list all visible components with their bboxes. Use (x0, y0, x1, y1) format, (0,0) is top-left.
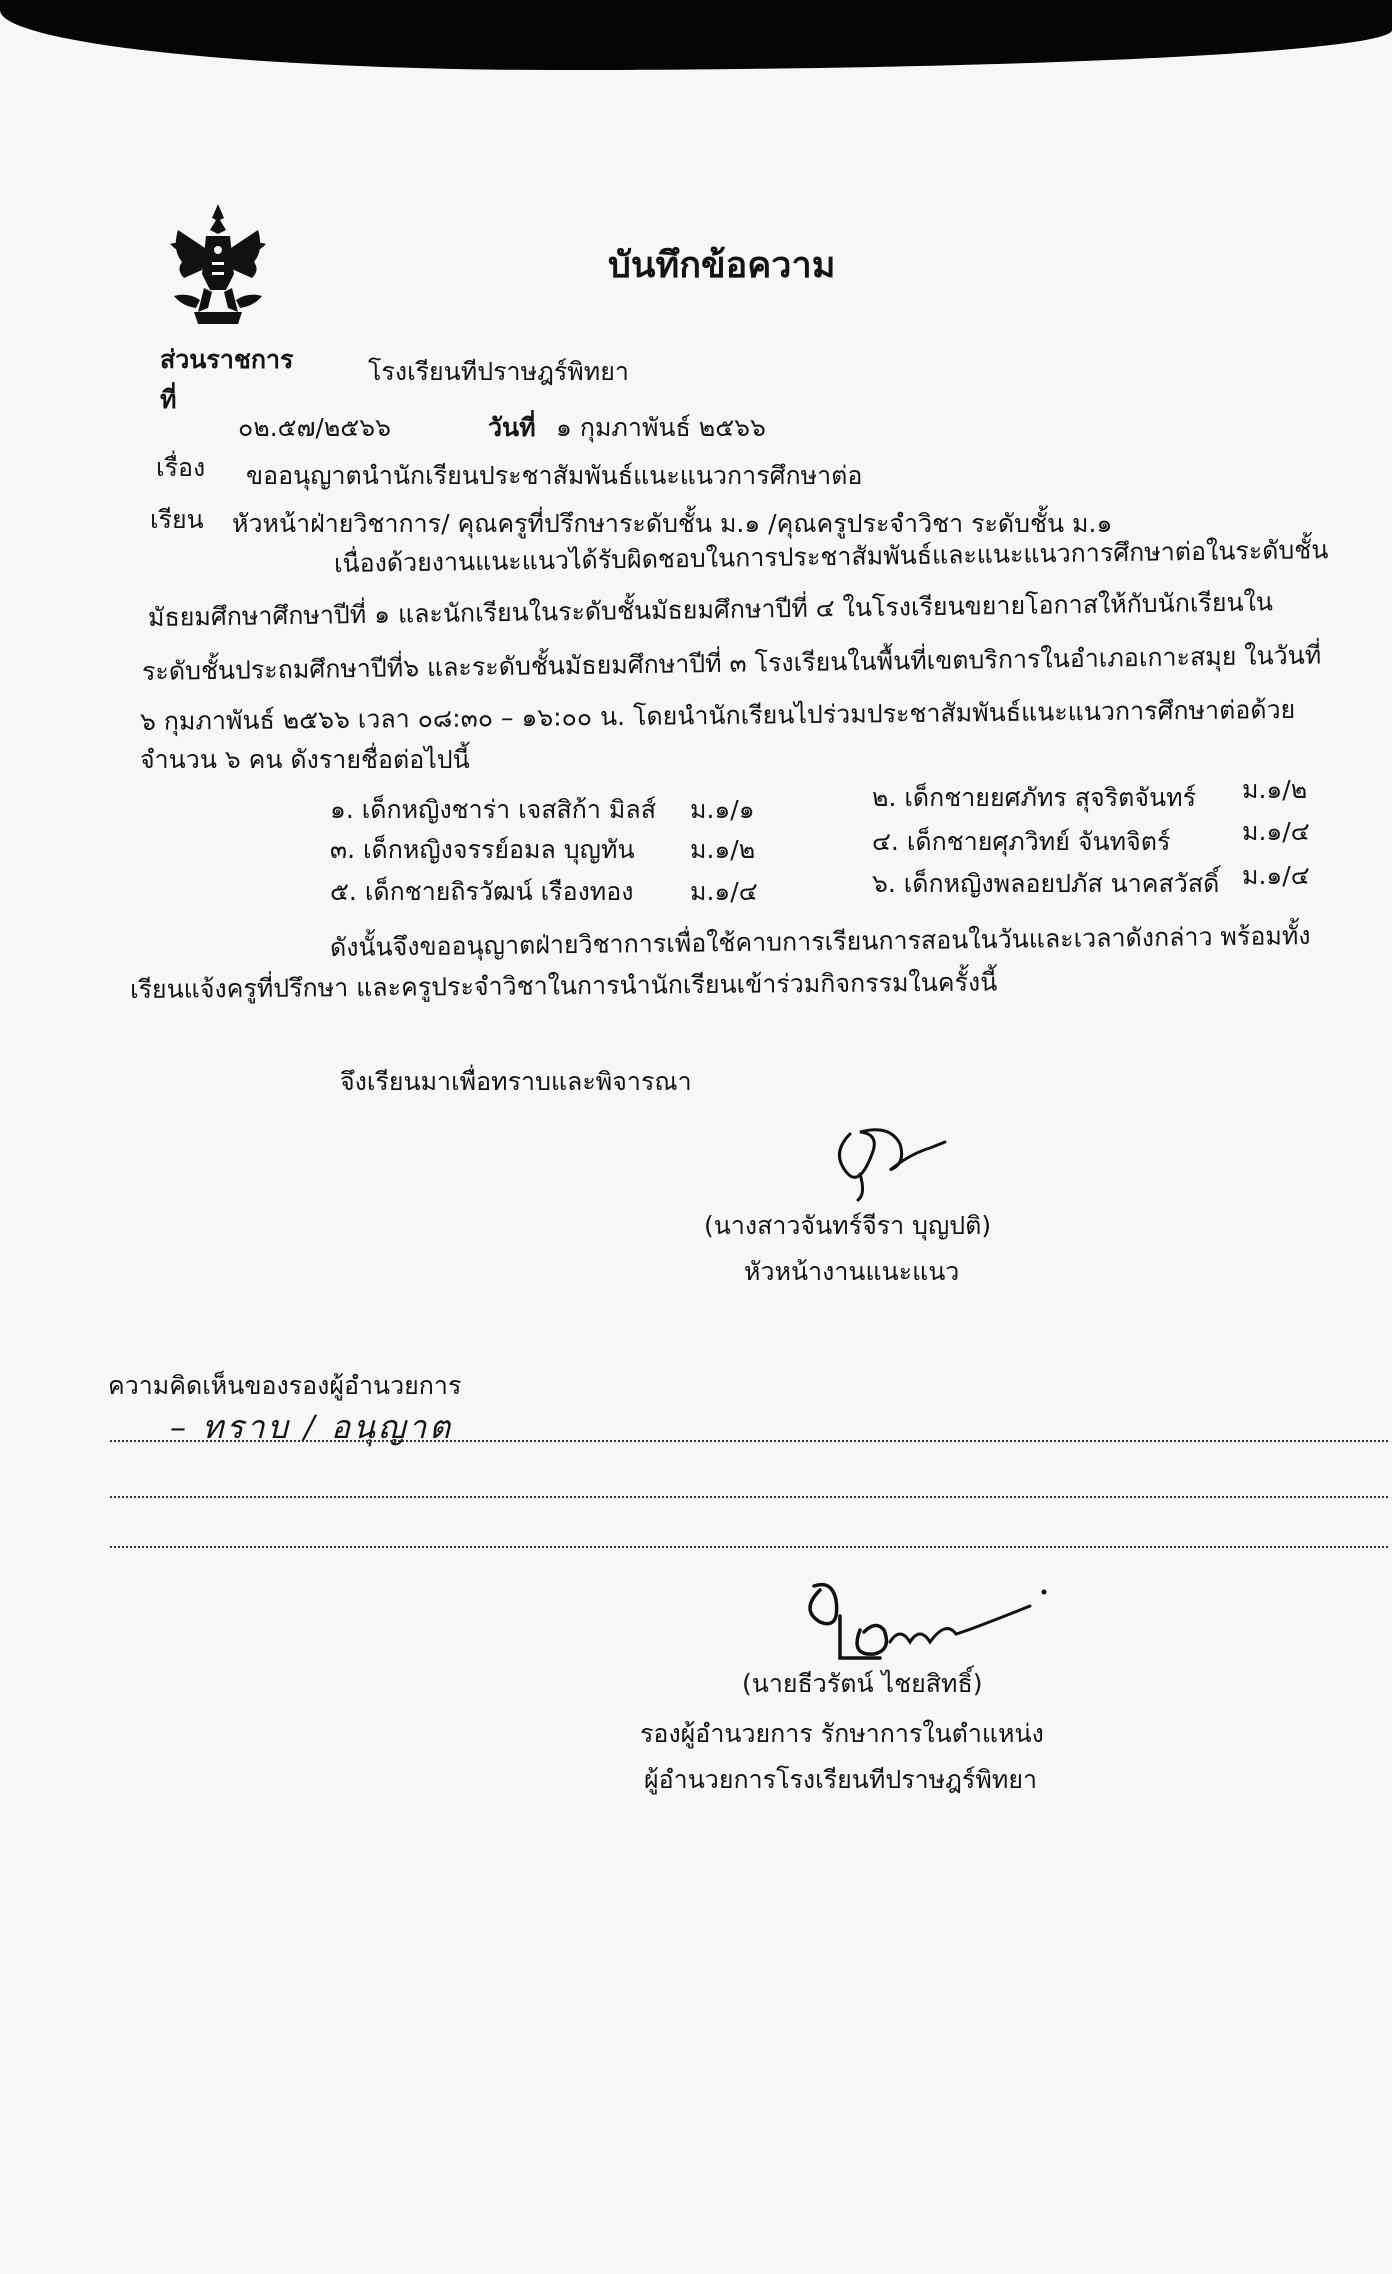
signer-2-position-line-1: รองผู้อำนวยการ รักษาการในตำแหน่ง (640, 1719, 1044, 1748)
student-4-class: ม.๑/๔ (1242, 817, 1310, 846)
student-1-name: ๑. เด็กหญิงชาร่า เจสสิก้า มิลส์ (330, 795, 656, 824)
body-line-2: มัธยมศึกษาศึกษาปีที่ ๑ และนักเรียนในระดับชั้นมัธยมศึกษาปีที่ ๔ ในโรงเรียนขยายโอกาสให้กับนักเรียนใน (147, 587, 1274, 632)
agency-label: ส่วนราชการ (160, 345, 294, 374)
student-5-class: ม.๑/๔ (690, 877, 758, 906)
comment-label: ความคิดเห็นของรองผู้อำนวยการ (108, 1371, 462, 1400)
student-5-name: ๕. เด็กชายถิรวัฒน์ เรืองทอง (330, 877, 634, 906)
signer-1-position: หัวหน้างานแนะแนว (744, 1257, 960, 1286)
subject-value: ขออนุญาตนำนักเรียนประชาสัมพันธ์แนะแนวการศึกษาต่อ (246, 461, 863, 490)
student-6-name: ๖. เด็กหญิงพลอยปภัส นาคสวัสดิ์ (872, 869, 1220, 898)
body-line-3: ระดับชั้นประถมศึกษาปีที่๖ และระดับชั้นมัธยมศึกษาปีที่ ๓ โรงเรียนในพื้นที่เขตบริการในอำเภอเกาะสมุย ในวันที่ (141, 640, 1322, 686)
to-label: เรียน (150, 505, 204, 534)
signature-1-icon (820, 1114, 970, 1204)
student-2-name: ๒. เด็กชายยศภัทร สุจริตจันทร์ (872, 783, 1197, 812)
body-line-1: เนื่องด้วยงานแนะแนวได้รับผิดชอบในการประชาสัมพันธ์และแนะแนวการศึกษาต่อในระดับชั้น (333, 535, 1329, 578)
agency-value: โรงเรียนทีปราษฎร์พิทยา (368, 357, 629, 386)
ref-label: ที่ (160, 385, 177, 414)
signer-2-position-line-2: ผู้อำนวยการโรงเรียนทีปราษฎร์พิทยา (644, 1765, 1038, 1794)
student-3-name: ๓. เด็กหญิงจรรย์อมล บุญทัน (330, 835, 635, 864)
student-6-class: ม.๑/๔ (1242, 861, 1310, 890)
student-1-class: ม.๑/๑ (690, 795, 755, 824)
date-label: วันที่ (488, 413, 536, 442)
comment-dotline-3 (110, 1546, 1388, 1548)
body-line-4: ๖ กุมภาพันธ์ ๒๕๖๖ เวลา ๐๘:๓๐ – ๑๖:๐๐ น. โดยนำนักเรียนไปร่วมประชาสัมพันธ์แนะแนวการศึกษาต่อด้วย (139, 694, 1296, 736)
closing-line-1: ดังนั้นจึงขออนุญาตฝ่ายวิชาการเพื่อใช้คาบการเรียนการสอนในวันและเวลาดังกล่าว พร้อมทั้ง (329, 921, 1311, 962)
comment-dotline-2 (110, 1496, 1388, 1498)
comment-handwritten: – ทราบ / อนุญาต (170, 1408, 453, 1446)
scan-edge-shadow (0, 0, 1392, 70)
signer-1-name: (นางสาวจันทร์จีรา บุญปติ) (704, 1211, 992, 1240)
student-2-class: ม.๑/๒ (1242, 775, 1308, 804)
garuda-emblem-icon (168, 200, 268, 330)
comment-dotline-1 (110, 1440, 1388, 1442)
to-value: หัวหน้าฝ่ายวิชาการ/ คุณครูที่ปรึกษาระดับชั้น ม.๑ /คุณครูประจำวิชา ระดับชั้น ม.๑ (232, 509, 1113, 538)
student-4-name: ๔. เด็กชายศุภวิทย์ จันทจิตร์ (872, 827, 1171, 856)
document-title: บันทึกข้อความ (608, 245, 836, 286)
request-line: จึงเรียนมาเพื่อทราบและพิจารณา (340, 1067, 692, 1096)
date-value: ๑ กุมภาพันธ์ ๒๕๖๖ (556, 413, 766, 442)
student-3-class: ม.๑/๒ (690, 835, 756, 864)
ref-value: ๐๒.๕๗/๒๕๖๖ (238, 413, 391, 442)
subject-label: เรื่อง (156, 453, 206, 482)
signature-2-icon (780, 1560, 1060, 1670)
body-line-5: จำนวน ๖ คน ดังรายชื่อต่อไปนี้ (140, 745, 470, 774)
closing-line-2: เรียนแจ้งครูที่ปรึกษา และครูประจำวิชาในการนำนักเรียนเข้าร่วมกิจกรรมในครั้งนี้ (129, 967, 998, 1004)
signer-2-name: (นายธีวรัตน์ ไชยสิทธิ์) (742, 1669, 983, 1698)
